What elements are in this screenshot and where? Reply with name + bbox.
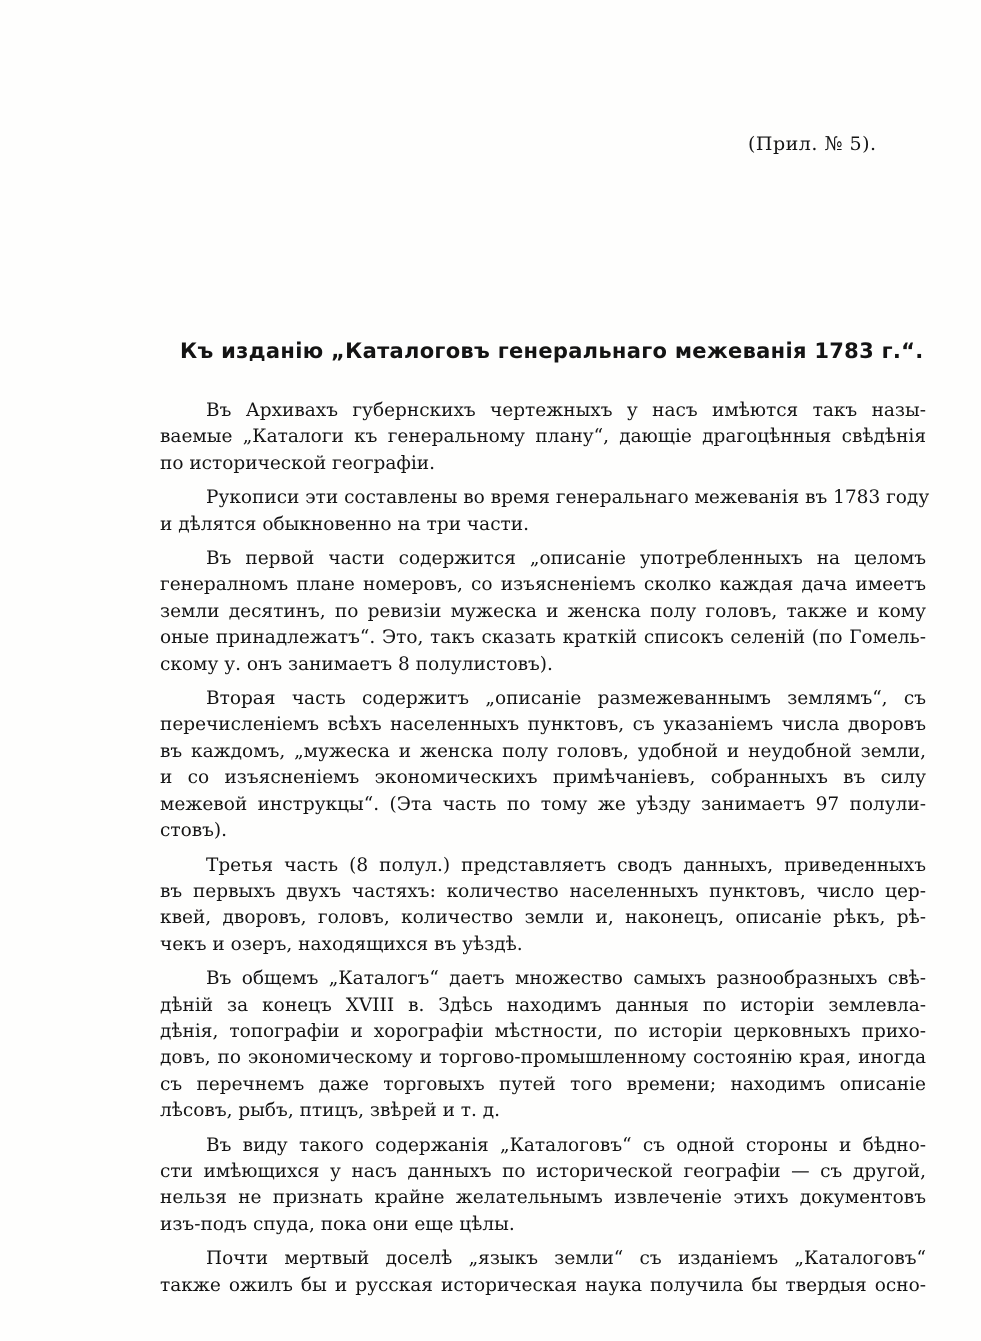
text-line: Почти мертвый доселѣ „языкъ земли“ съ изданіемъ „Каталоговъ“: [206, 1248, 926, 1270]
paragraph: [160, 686, 926, 844]
text-line: оные принадлежатъ“. Это, такъ сказать краткій списокъ селеній (по Гомель-: [160, 627, 926, 649]
appendix-note: (Прил. № 5).: [748, 133, 877, 155]
text-line: чекъ и озеръ, находящихся въ уѣздѣ.: [160, 933, 523, 955]
text-line: также ожилъ бы и русская историческая наука получила бы твердыя осно-: [160, 1274, 926, 1296]
text-line: въ первыхъ двухъ частяхъ: количество населенныхъ пунктовъ, число цер-: [160, 880, 926, 902]
text-line: перечисленіемъ всѣхъ населенныхъ пунктовъ, съ указаніемъ числа дворовъ: [160, 714, 926, 736]
text-line: нельзя не признать крайне желательнымъ извлеченіе этихъ документовъ: [160, 1187, 926, 1209]
text-line: въ каждомъ, „мужеска и женска полу головъ, удобной и неудобной земли,: [160, 740, 926, 762]
text-line: Въ виду такого содержанія „Каталоговъ“ съ одной стороны и бѣдно-: [206, 1134, 926, 1156]
text-line: дѣнія, топографіи и хорографіи мѣстности, по исторіи церковныхъ прихо-: [160, 1020, 926, 1042]
text-line: стовъ).: [160, 820, 228, 842]
text-line: межевой инструкцы“. (Эта часть по тому же уѣзду занимаетъ 97 полули-: [160, 793, 926, 815]
text-line: и дѣлятся обыкновенно на три части.: [160, 513, 529, 535]
text-line: лѣсовъ, рыбъ, птицъ, звѣрей и т. д.: [160, 1100, 501, 1122]
paragraph: [160, 1246, 926, 1299]
text-line: Третья часть (8 полул.) представляетъ сводъ данныхъ, приведенныхъ: [206, 854, 926, 876]
text-line: Рукописи эти составлены во время генеральнаго межеванія въ 1783 году: [206, 487, 930, 509]
text-line: Въ первой части содержится „описаніе употребленныхъ на целомъ: [206, 548, 926, 570]
paragraph: [160, 966, 926, 1124]
paragraph: [160, 485, 930, 538]
paragraph: [160, 1133, 926, 1239]
document-title: Къ изданію „Каталоговъ генеральнаго межеванія 1783 г.“.: [180, 339, 924, 363]
body-text: [160, 398, 930, 1307]
text-line: Въ Архивахъ губернскихъ чертежныхъ у насъ имѣются такъ назы-: [206, 400, 926, 421]
text-line: довъ, по экономическому и торгово-промышленному состоянію края, иногда: [160, 1047, 926, 1069]
text-line: земли десятинъ, по ревизіи мужеска и женска полу головъ, также и кому: [160, 600, 926, 622]
text-line: дѣній за конецъ XVIII в. Здѣсь находимъ данныя по исторіи землевла-: [160, 994, 926, 1016]
text-line: по исторической географіи.: [160, 452, 435, 474]
text-line: изъ-подъ спуда, пока они еще цѣлы.: [160, 1213, 515, 1235]
text-line: генералномъ плане номеровъ, со изъясненіемъ сколко каждая дача имеетъ: [160, 574, 926, 596]
text-line: съ перечнемъ даже торговыхъ путей того времени; находимъ описаніе: [160, 1073, 926, 1095]
text-line: Вторая часть содержитъ „описаніе размежеваннымъ землямъ“, съ: [206, 688, 926, 710]
text-line: сти имѣющихся у насъ данныхъ по исторической географіи — съ другой,: [160, 1160, 926, 1182]
text-line: ваемые „Каталоги къ генеральному плану“, дающіе драгоцѣнныя свѣдѣнія: [160, 426, 926, 448]
text-line: и со изъясненіемъ экономическихъ примѣчаніевъ, собранныхъ въ силу: [160, 767, 926, 789]
text-line: квей, дворовъ, головъ, количество земли и, наконецъ, описаніе рѣкъ, рѣ-: [160, 907, 926, 929]
text-line: Въ общемъ „Каталогъ“ даетъ множество самыхъ разнообразныхъ свѣ-: [206, 968, 926, 990]
text-line: скому у. онъ занимаетъ 8 полулистовъ).: [160, 653, 553, 675]
paragraph: [160, 398, 926, 477]
paragraph: [160, 546, 926, 678]
paragraph: [160, 853, 926, 959]
